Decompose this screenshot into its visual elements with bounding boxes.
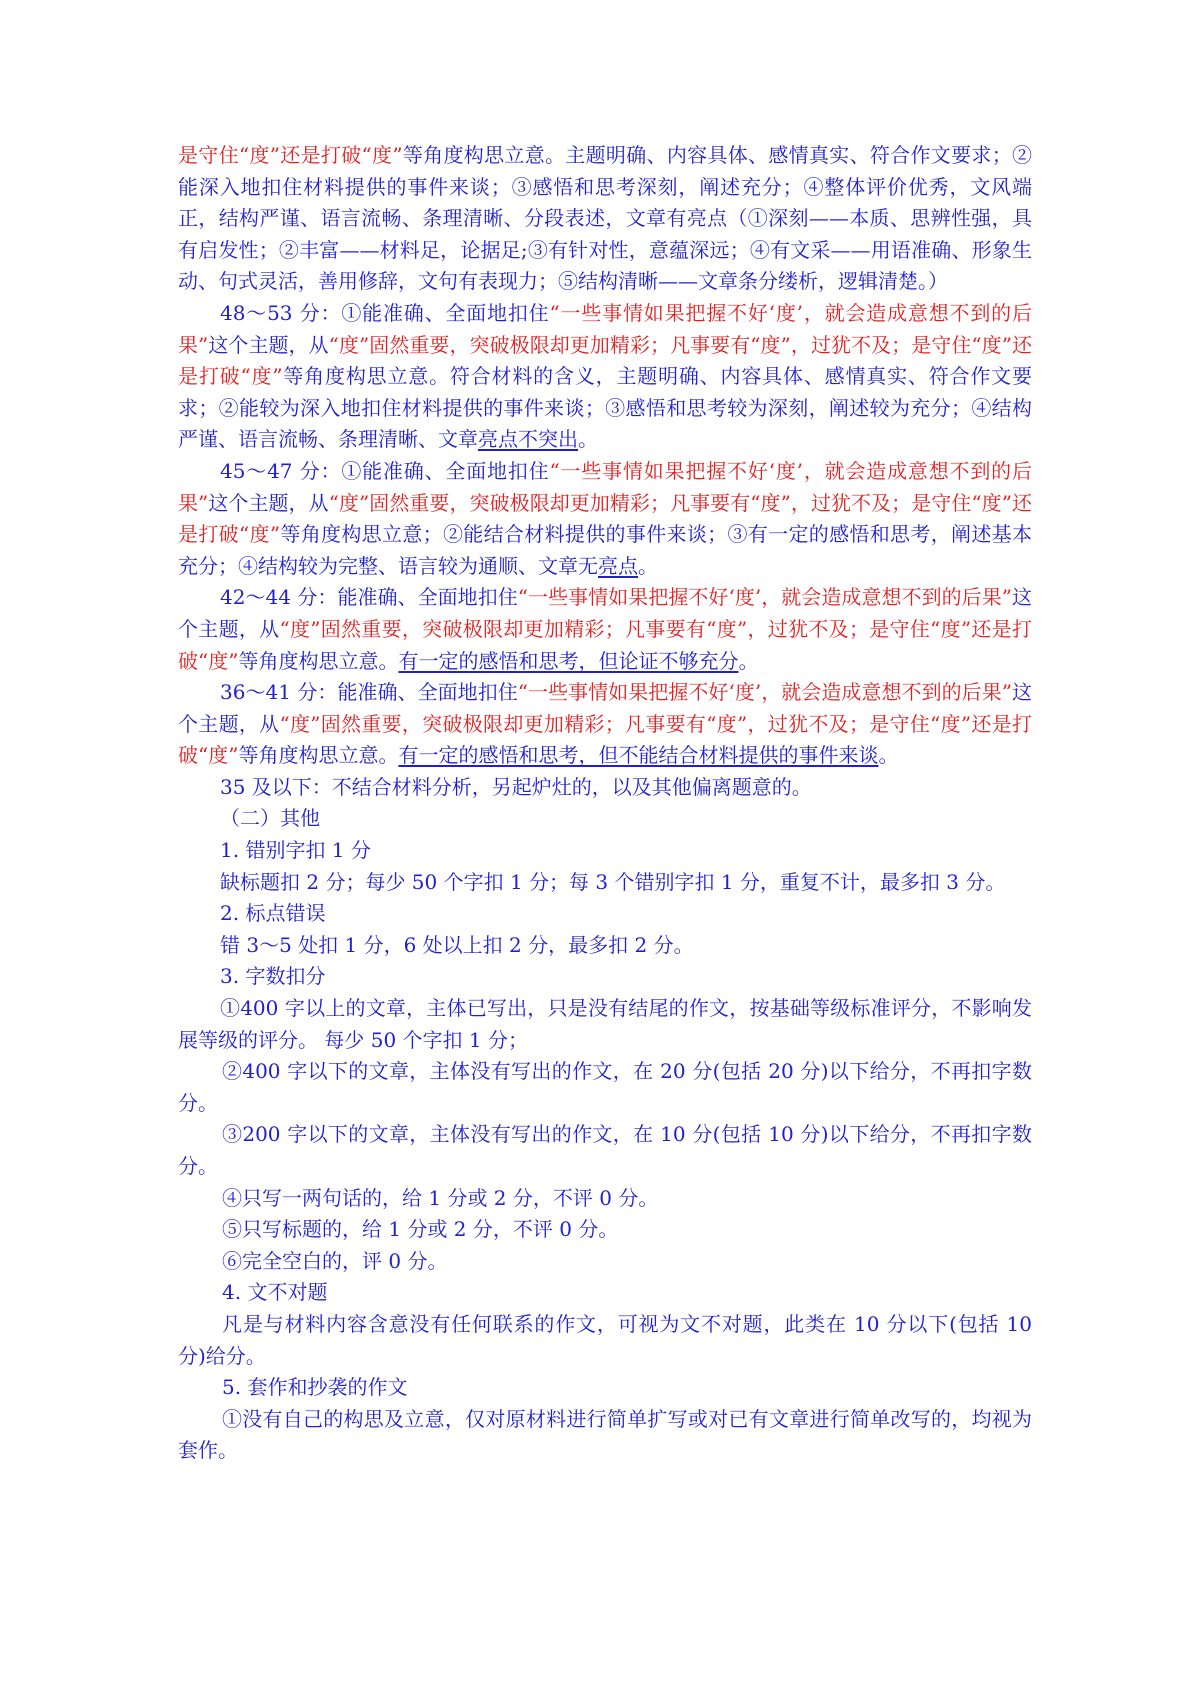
- score-range: 42～44 分：能准确、全面地扣住: [220, 585, 518, 610]
- blue-text: 。: [578, 427, 598, 452]
- score-range: 48～53 分：①能准确、全面地扣住: [220, 300, 550, 325]
- paragraph-word-count-4: ④只写一两句话的，给 1 分或 2 分，不评 0 分。: [222, 1185, 659, 1210]
- red-text: “度”固然重要，突破极限却更加精彩；凡事要有“度”，过犹不及；是守住“度”还是打破“度”: [178, 616, 1032, 673]
- section-heading-others: （二）其他: [220, 806, 320, 831]
- item-heading-punctuation: 2. 标点错误: [220, 901, 326, 926]
- item-heading-word-count: 3. 字数扣分: [220, 964, 326, 989]
- blue-text: 这个主题，从: [208, 332, 329, 357]
- item-heading-off-topic: 4. 文不对题: [222, 1280, 328, 1305]
- blue-text: 等角度构思立意。主题明确、内容具体、感情真实、符合作文要求；②能深入地扣住材料提供的事件来谈；③感悟和思考深刻，阐述充分；④整体评价优秀，文风端正，结构严谨、语言流畅、条理清晰、分段表述，文章有亮点（①深刻——本质、思辨性强，具有启发性；②丰富——材料足，论据足;③有针对性，意蕴深远；④有文采——用语准确、形象生动、句式灵活，善用修辞，文句有表现力；⑤结构清晰——文章条分缕析，逻辑清楚。）: [178, 143, 1033, 294]
- red-text: “一些事情如果把握不好‘度’，就会造成意想不到的后果”: [517, 585, 1012, 610]
- blue-text: 。: [738, 648, 759, 673]
- item-heading-typos: 1. 错别字扣 1 分: [220, 838, 371, 863]
- red-text: “度”固然重要，突破极限却更加精彩；凡事要有“度”，过犹不及；是守住“度”还是打破“度”: [178, 711, 1032, 768]
- paragraph-word-count-3: ③200 字以下的文章，主体没有写出的作文，在 10 分(包括 10 分)以下给分，不再扣字数分。: [178, 1122, 1032, 1178]
- red-text: “一些事情如果把握不好‘度’，就会造成意想不到的后果”: [178, 300, 1032, 357]
- paragraph-35-below: 35 及以下：不结合材料分析，另起炉灶的，以及其他偏离题意的。: [220, 774, 812, 799]
- paragraph-word-count-6: ⑥完全空白的，评 0 分。: [222, 1248, 448, 1273]
- document-page: [178, 140, 1032, 1467]
- underlined-text: 有一定的感悟和思考，但不能结合材料提供的事件来谈: [398, 743, 879, 768]
- paragraph-word-count-5: ⑤只写标题的，给 1 分或 2 分，不评 0 分。: [222, 1217, 619, 1242]
- paragraph-typos: 缺标题扣 2 分；每少 50 个字扣 1 分；每 3 个错别字扣 1 分，重复不计，最多扣 3 分。: [220, 869, 1006, 894]
- red-text: “一些事情如果把握不好‘度’，就会造成意想不到的后果”: [178, 458, 1032, 515]
- score-range: 36～41 分：能准确、全面地扣住: [220, 680, 518, 705]
- paragraph-plagiarism: ①没有自己的构思及立意，仅对原材料进行简单扩写或对已有文章进行简单改写的，均视为套作。: [178, 1406, 1032, 1463]
- blue-text: 。: [638, 553, 658, 578]
- paragraph-off-topic: 凡是与材料内容含意没有任何联系的作文，可视为文不对题，此类在 10 分以下(包括 10 分)给分。: [178, 1311, 1032, 1368]
- blue-text: 。: [878, 743, 899, 768]
- paragraph-top-grade-continued: [178, 140, 1032, 298]
- blue-text: 等角度构思立意。: [238, 743, 399, 768]
- item-heading-plagiarism: 5. 套作和抄袭的作文: [222, 1375, 408, 1400]
- paragraph-punctuation: 错 3～5 处扣 1 分，6 处以上扣 2 分，最多扣 2 分。: [220, 932, 694, 957]
- red-text: “度”固然重要，突破极限却更加精彩；凡事要有“度”，过犹不及；是守住“度”还是打破“度”: [178, 332, 1032, 389]
- paragraph-word-count-2: ②400 字以下的文章，主体没有写出的作文，在 20 分(包括 20 分)以下给分，不再扣字数分。: [178, 1059, 1032, 1115]
- blue-text: 等角度构思立意；②能结合材料提供的事件来谈；③有一定的感悟和思考，阐述基本充分；④结构较为完整、语言较为通顺、文章无: [178, 522, 1032, 578]
- blue-text: 这个主题，从: [208, 490, 329, 515]
- paragraph-42-44: [178, 582, 1032, 677]
- red-text: 是守住“度”还是打破“度”: [178, 143, 403, 167]
- score-range: 45～47 分：①能准确、全面地扣住: [220, 458, 550, 483]
- blue-text: 等角度构思立意。符合材料的含义，主题明确、内容具体、感情真实、符合作文要求；②能较为深入地扣住材料提供的事件来谈；③感悟和思考较为深刻，阐述较为充分；④结构严谨、语言流畅、条理清晰、文章: [178, 364, 1033, 452]
- underlined-text: 亮点: [598, 553, 638, 578]
- red-text: “一些事情如果把握不好‘度’，就会造成意想不到的后果”: [517, 680, 1012, 705]
- red-text: “度”固然重要，突破极限却更加精彩；凡事要有“度”，过犹不及；是守住“度”还是打破“度”: [178, 490, 1032, 547]
- paragraph-36-41: [178, 677, 1032, 772]
- blue-text: 这个主题，从: [178, 585, 1032, 641]
- blue-text: 这个主题，从: [178, 680, 1032, 736]
- paragraph-word-count-1: ①400 字以上的文章，主体已写出，只是没有结尾的作文，按基础等级标准评分，不影响发展等级的评分。 每少 50 个字扣 1 分；: [178, 996, 1032, 1052]
- paragraph-45-47: [178, 456, 1032, 582]
- paragraph-48-53: [178, 298, 1032, 456]
- underlined-text: 有一定的感悟和思考，但论证不够充分: [398, 648, 739, 673]
- underlined-text: 亮点不突出: [478, 427, 578, 452]
- blue-text: 等角度构思立意。: [238, 648, 399, 673]
